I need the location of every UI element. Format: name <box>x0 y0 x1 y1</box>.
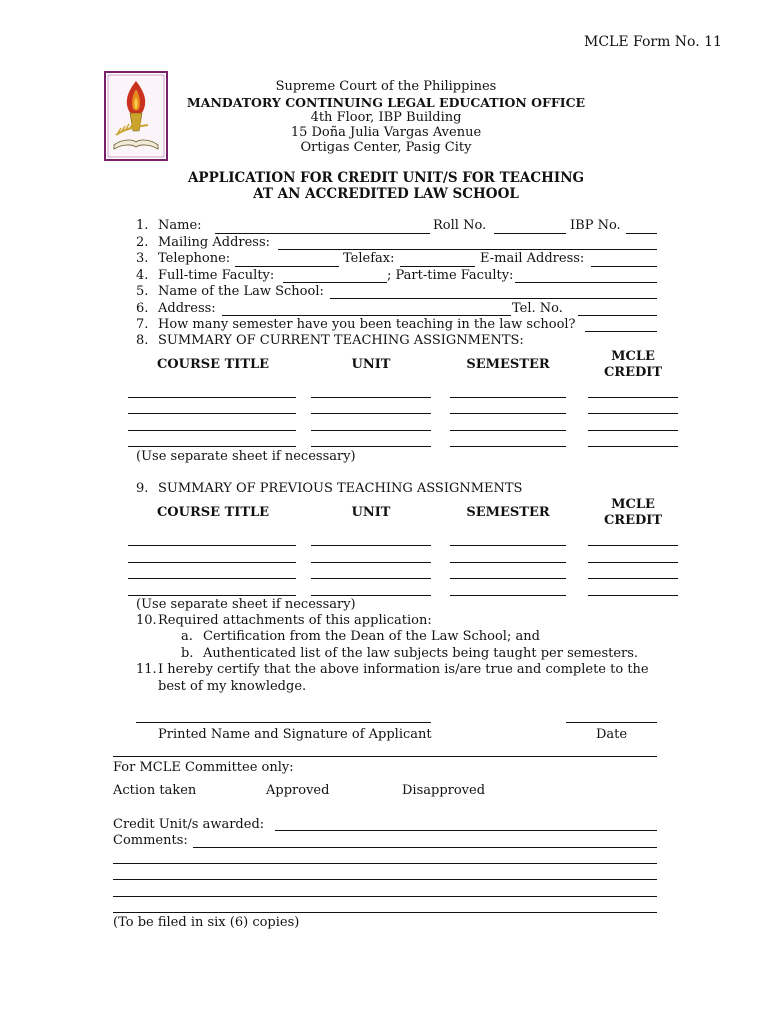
law-school-label: Name of the Law School: <box>158 284 324 299</box>
course-title-field[interactable] <box>128 578 296 579</box>
unit-field[interactable] <box>311 578 431 579</box>
credit-awarded-field[interactable] <box>275 830 657 831</box>
col-semester: SEMESTER <box>466 505 550 520</box>
item-number: 4. <box>136 268 149 283</box>
mcle-credit-field[interactable] <box>588 397 678 398</box>
roll-no-field[interactable] <box>494 233 566 234</box>
header-court: Supreme Court of the Philippines <box>275 79 497 94</box>
parttime-faculty-field[interactable] <box>515 282 657 283</box>
header-floor: 4th Floor, IBP Building <box>310 110 462 125</box>
item-number: 10. <box>136 613 157 628</box>
committee-label: For MCLE Committee only: <box>113 760 294 775</box>
semester-field[interactable] <box>450 430 566 431</box>
printed-name-label: Printed Name and Signature of Applicant <box>158 727 432 742</box>
mcle-credit-field[interactable] <box>588 545 678 546</box>
comments-label: Comments: <box>113 833 188 848</box>
semester-field[interactable] <box>450 562 566 563</box>
mcle-credit-field[interactable] <box>588 446 678 447</box>
comments-field[interactable] <box>193 847 657 848</box>
form-title-line1: APPLICATION FOR CREDIT UNIT/S FOR TEACHING <box>187 170 585 186</box>
attachment-a-text: Certification from the Dean of the Law School; and <box>203 629 540 644</box>
current-assignments-heading: SUMMARY OF CURRENT TEACHING ASSIGNMENTS: <box>158 333 524 348</box>
col-credit: CREDIT <box>603 365 663 380</box>
parttime-faculty-label: ; Part-time Faculty: <box>387 268 514 283</box>
col-mcle: MCLE <box>611 349 655 364</box>
semester-field[interactable] <box>450 578 566 579</box>
item-number: 7. <box>136 317 149 332</box>
email-label: E-mail Address: <box>480 251 585 266</box>
semester-field[interactable] <box>450 446 566 447</box>
col-mcle: MCLE <box>611 497 655 512</box>
roll-no-label: Roll No. <box>433 218 487 233</box>
col-credit: CREDIT <box>603 513 663 528</box>
item-number: 11. <box>136 662 157 677</box>
certification-line2: best of my knowledge. <box>158 679 307 694</box>
item-number: 3. <box>136 251 149 266</box>
attachments-intro: Required attachments of this application: <box>158 613 432 628</box>
semesters-field[interactable] <box>585 331 657 332</box>
course-title-field[interactable] <box>128 430 296 431</box>
attachment-b-text: Authenticated list of the law subjects being taught per semesters. <box>203 646 639 661</box>
telefax-field[interactable] <box>400 266 475 267</box>
semesters-question: How many semester have you been teaching in the law school? <box>158 317 576 332</box>
disapproved-option[interactable]: Disapproved <box>402 783 486 798</box>
signature-field[interactable] <box>136 722 431 723</box>
unit-field[interactable] <box>311 413 431 414</box>
name-field[interactable] <box>215 233 430 234</box>
col-semester: SEMESTER <box>466 357 550 372</box>
tel-no-label: Tel. No. <box>512 301 563 316</box>
separate-sheet-note: (Use separate sheet if necessary) <box>136 597 356 612</box>
unit-field[interactable] <box>311 595 431 596</box>
course-title-field[interactable] <box>128 446 296 447</box>
item-number: 1. <box>136 218 149 233</box>
col-unit: UNIT <box>351 357 391 372</box>
fulltime-faculty-field[interactable] <box>283 282 387 283</box>
section-divider <box>113 756 657 757</box>
course-title-field[interactable] <box>128 595 296 596</box>
semester-field[interactable] <box>450 595 566 596</box>
item-number: 8. <box>136 333 149 348</box>
comments-field[interactable] <box>113 879 657 880</box>
form-title-line2: AT AN ACCREDITED LAW SCHOOL <box>253 186 519 202</box>
item-number: 5. <box>136 284 149 299</box>
action-taken-label: Action taken <box>113 783 197 798</box>
telephone-label: Telephone: <box>158 251 231 266</box>
unit-field[interactable] <box>311 545 431 546</box>
unit-field[interactable] <box>311 446 431 447</box>
approved-option[interactable]: Approved <box>266 783 330 798</box>
date-field[interactable] <box>566 722 657 723</box>
comments-field[interactable] <box>113 863 657 864</box>
filing-note: (To be filed in six (6) copies) <box>113 915 300 930</box>
semester-field[interactable] <box>450 545 566 546</box>
telephone-field[interactable] <box>235 266 339 267</box>
date-label: Date <box>596 727 628 742</box>
semester-field[interactable] <box>450 397 566 398</box>
unit-field[interactable] <box>311 562 431 563</box>
mcle-credit-field[interactable] <box>588 430 678 431</box>
comments-field[interactable] <box>113 912 657 913</box>
mcle-credit-field[interactable] <box>588 595 678 596</box>
item-number: 9. <box>136 481 149 496</box>
item-number: 6. <box>136 301 149 316</box>
attachment-a-label: a. <box>181 629 193 644</box>
mcle-credit-field[interactable] <box>588 562 678 563</box>
header-street: 15 Doña Julia Vargas Avenue <box>290 125 482 140</box>
ibp-no-label: IBP No. <box>570 218 621 233</box>
credit-awarded-label: Credit Unit/s awarded: <box>113 817 265 832</box>
course-title-field[interactable] <box>128 562 296 563</box>
mcle-credit-field[interactable] <box>588 413 678 414</box>
comments-field[interactable] <box>113 896 657 897</box>
address-label: Address: <box>158 301 216 316</box>
header-office: MANDATORY CONTINUING LEGAL EDUCATION OFFICE <box>186 95 586 110</box>
course-title-field[interactable] <box>128 545 296 546</box>
previous-assignments-heading: SUMMARY OF PREVIOUS TEACHING ASSIGNMENTS <box>158 481 523 496</box>
telefax-label: Telefax: <box>343 251 395 266</box>
certification-line1: I hereby certify that the above information is/are true and complete to the <box>158 662 649 677</box>
ibp-no-field[interactable] <box>626 233 657 234</box>
email-field[interactable] <box>591 266 657 267</box>
mcle-credit-field[interactable] <box>588 578 678 579</box>
unit-field[interactable] <box>311 430 431 431</box>
separate-sheet-note: (Use separate sheet if necessary) <box>136 449 356 464</box>
form-number: MCLE Form No. 11 <box>584 34 722 50</box>
header-city: Ortigas Center, Pasig City <box>300 140 472 155</box>
mailing-address-field[interactable] <box>278 249 657 250</box>
semester-field[interactable] <box>450 413 566 414</box>
tel-no-field[interactable] <box>578 315 657 316</box>
item-number: 2. <box>136 235 149 250</box>
course-title-field[interactable] <box>128 413 296 414</box>
fulltime-faculty-label: Full-time Faculty: <box>158 268 275 283</box>
attachment-b-label: b. <box>181 646 194 661</box>
col-course-title: COURSE TITLE <box>156 357 270 372</box>
course-title-field[interactable] <box>128 397 296 398</box>
col-unit: UNIT <box>351 505 391 520</box>
col-course-title: COURSE TITLE <box>156 505 270 520</box>
name-label: Name: <box>158 218 202 233</box>
address-field[interactable] <box>222 315 511 316</box>
law-school-field[interactable] <box>330 298 657 299</box>
unit-field[interactable] <box>311 397 431 398</box>
mailing-address-label: Mailing Address: <box>158 235 271 250</box>
